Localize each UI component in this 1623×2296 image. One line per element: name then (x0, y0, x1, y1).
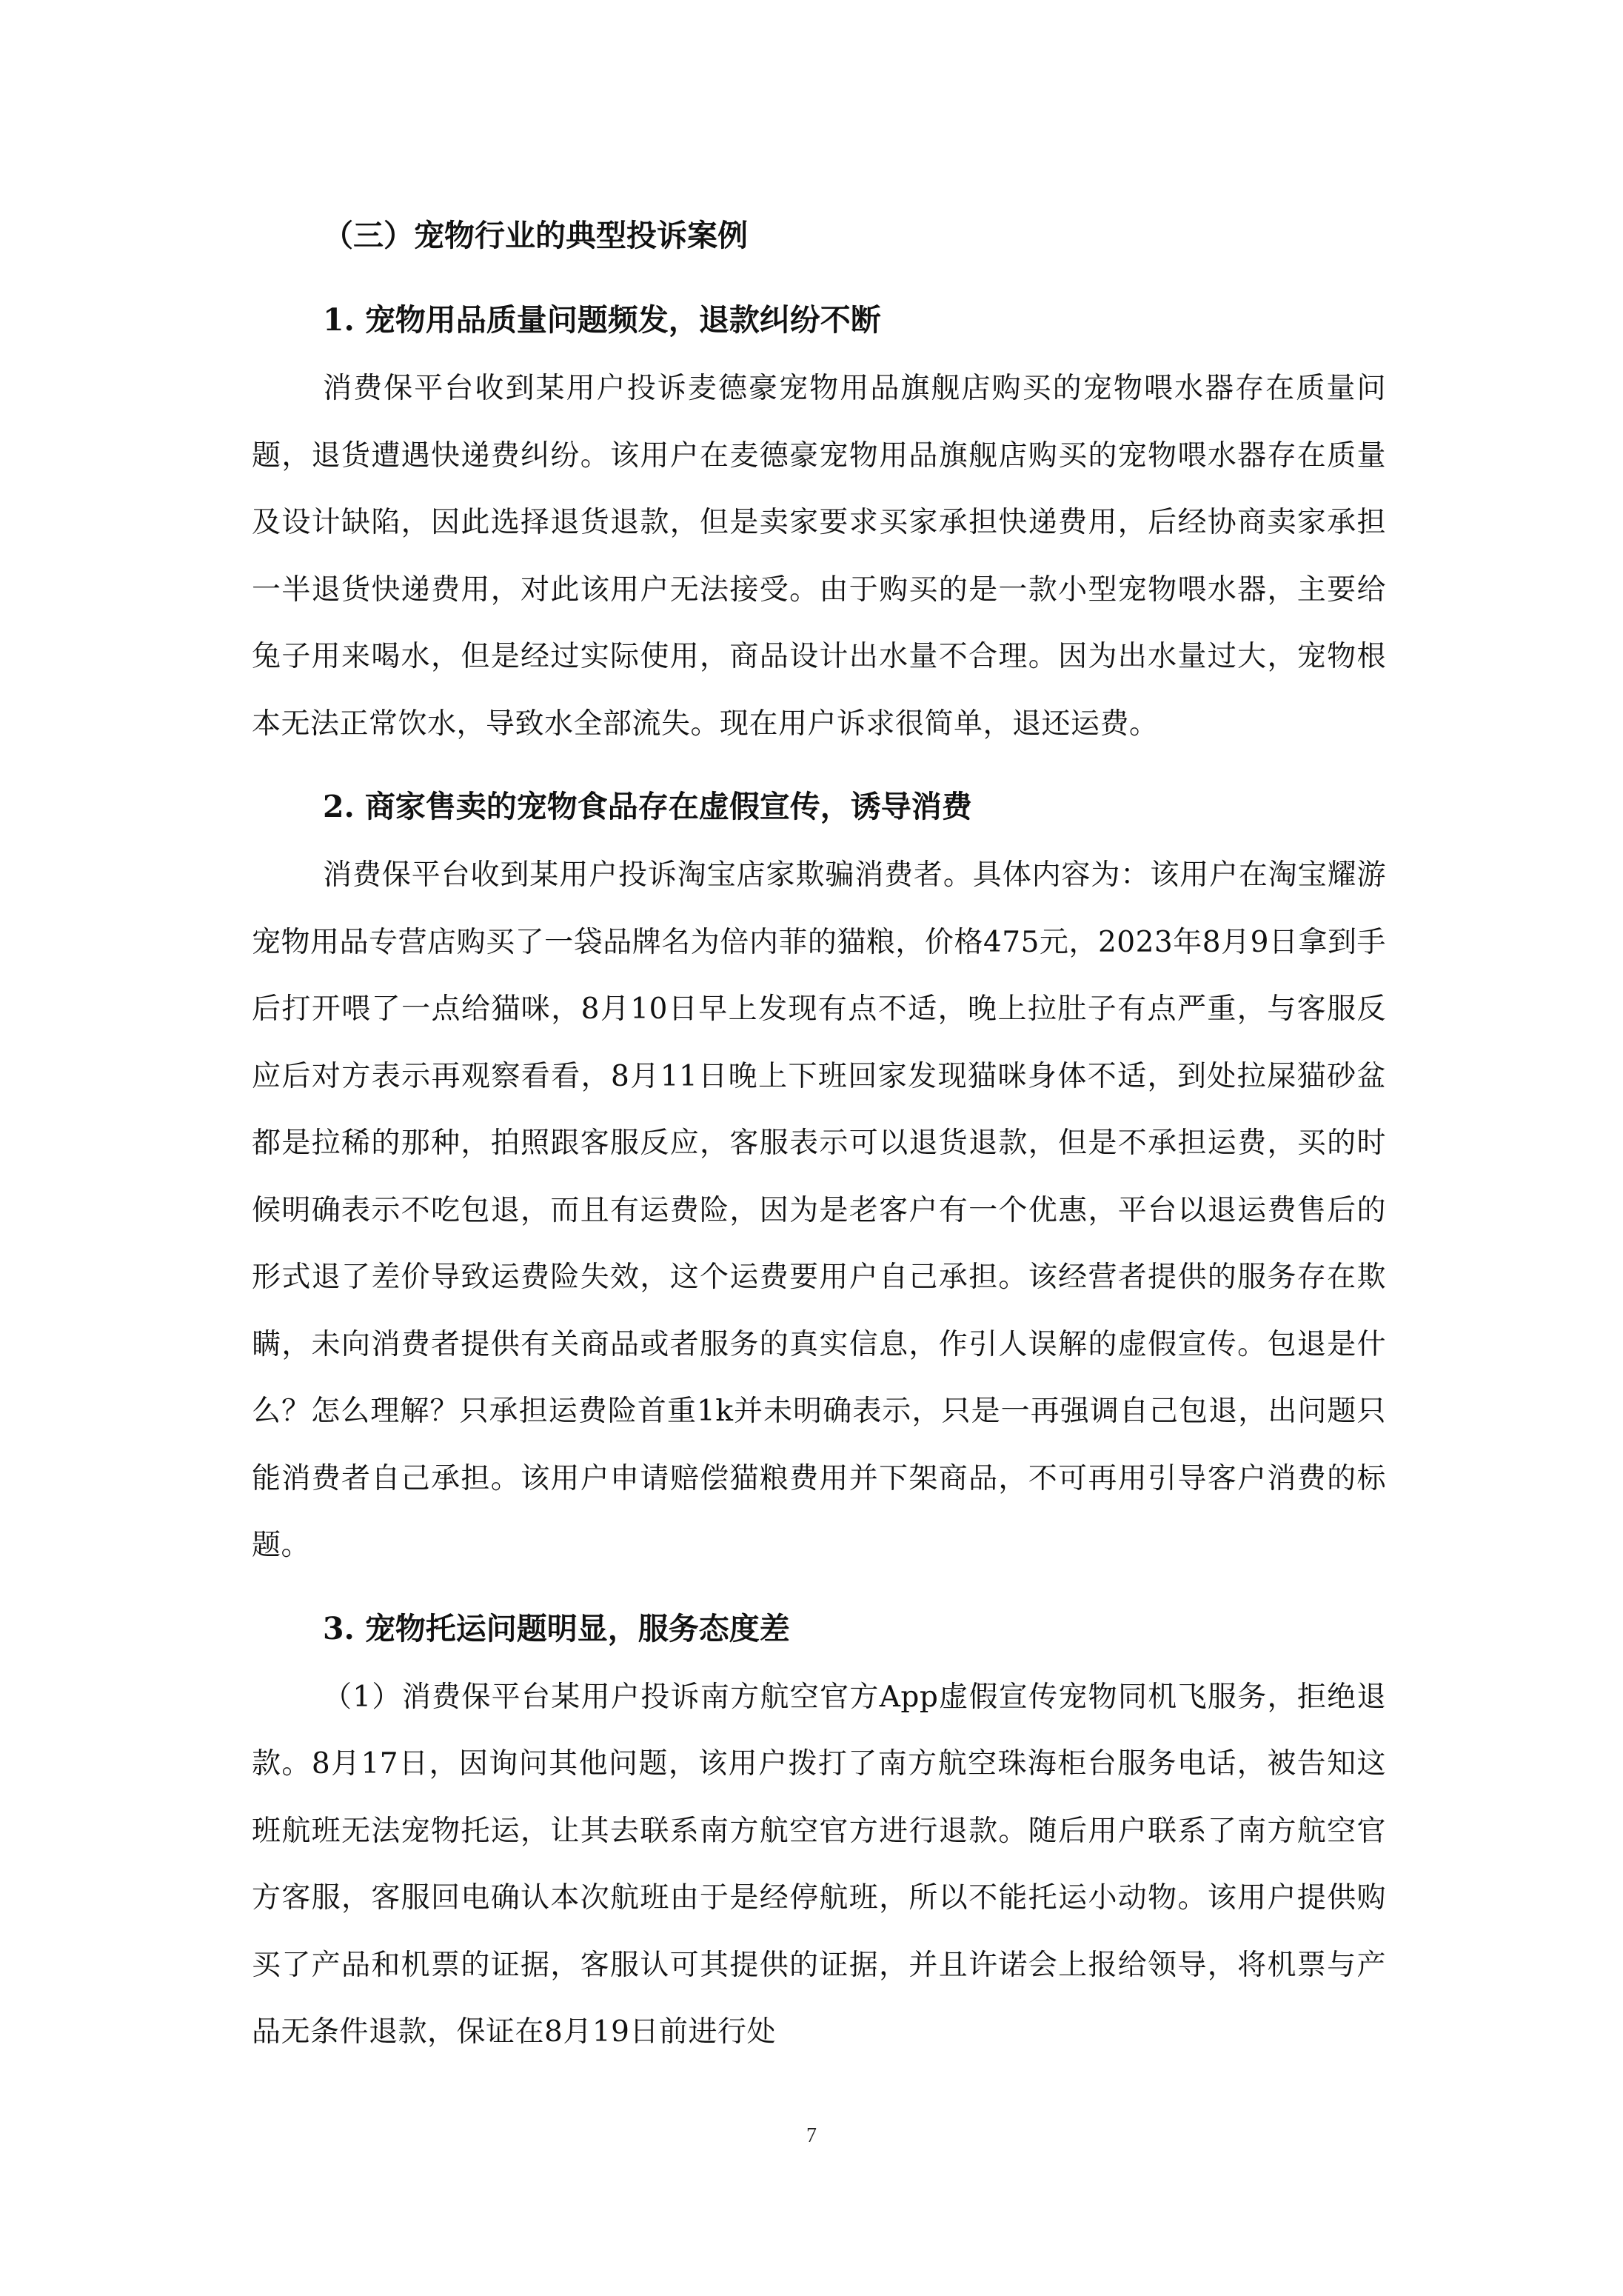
section-title: （三）宠物行业的典型投诉案例 (323, 218, 748, 253)
subsection-heading-text: 商家售卖的宠物食品存在虚假宣传，诱导消费 (364, 789, 972, 824)
subsection-3 (252, 1593, 1386, 2066)
subsection-number: 3. (323, 1610, 355, 1646)
subsection-1 (252, 284, 1386, 758)
page-content (252, 200, 1386, 2066)
subsection-number: 2. (323, 789, 355, 824)
subsection-heading (323, 284, 1386, 356)
subsection-heading (323, 771, 1386, 842)
subsection-number: 1. (323, 302, 355, 338)
subsection-heading (323, 1593, 1386, 1664)
subsection-2 (252, 771, 1386, 1580)
subsection-heading-text: 宠物用品质量问题频发，退款纠纷不断 (364, 302, 881, 338)
subsection-heading-text: 宠物托运问题明显，服务态度差 (364, 1610, 790, 1646)
paragraph: 消费保平台收到某用户投诉麦德豪宠物用品旗舰店购买的宠物喂水器存在质量问题，退货遭遇快递费纠纷。该用户在麦德豪宠物用品旗舰店购买的宠物喂水器存在质量及设计缺陷，因此选择退货退款，但是卖家要求买家承担快递费用，后经协商卖家承担一半退货快递费用，对此该用户无法接受。由于购买的是一款小型宠物喂水器，主要给兔子用来喝水，但是经过实际使用，商品设计出水量不合理。因为出水量过大，宠物根本无法正常饮水，导致水全部流失。现在用户诉求很简单，退还运费。 (252, 372, 1386, 741)
page-number: 7 (806, 2124, 817, 2147)
paragraph: 消费保平台收到某用户投诉淘宝店家欺骗消费者。具体内容为：该用户在淘宝耀游宠物用品专营店购买了一袋品牌名为倍内菲的猫粮，价格475元，2023年8月9日拿到手后打开喂了一点给猫咪，8月10日早上发现有点不适，晚上拉肚子有点严重，与客服反应后对方表示再观察看看，8月11日晚上下班回家发现猫咪身体不适，到处拉屎猫砂盆都是拉稀的那种，拍照跟客服反应，客服表示可以退货退款，但是不承担运费，买的时候明确表示不吃包退，而且有运费险，因为是老客户有一个优惠，平台以退运费售后的形式退了差价导致运费险失效，这个运费要用户自己承担。该经营者提供的服务存在欺瞒，未向消费者提供有关商品或者服务的真实信息，作引人误解的虚假宣传。包退是什么？怎么理解？只承担运费险首重1k并未明确表示，只是一再强调自己包退，出问题只能消费者自己承担。该用户申请赔偿猫粮费用并下架商品，不可再用引导客户消费的标题。 (252, 858, 1386, 1562)
paragraph: （1）消费保平台某用户投诉南方航空官方App虚假宣传宠物同机飞服务，拒绝退款。8月17日，因询问其他问题，该用户拨打了南方航空珠海柜台服务电话，被告知这班航班无法宠物托运，让其去联系南方航空官方进行退款。随后用户联系了南方航空官方客服，客服回电确认本次航班由于是经停航班，所以不能托运小动物。该用户提供购买了产品和机票的证据，客服认可其提供的证据，并且许诺会上报给领导，将机票与产品无条件退款，保证在8月19日前进行处 (252, 1680, 1386, 2049)
